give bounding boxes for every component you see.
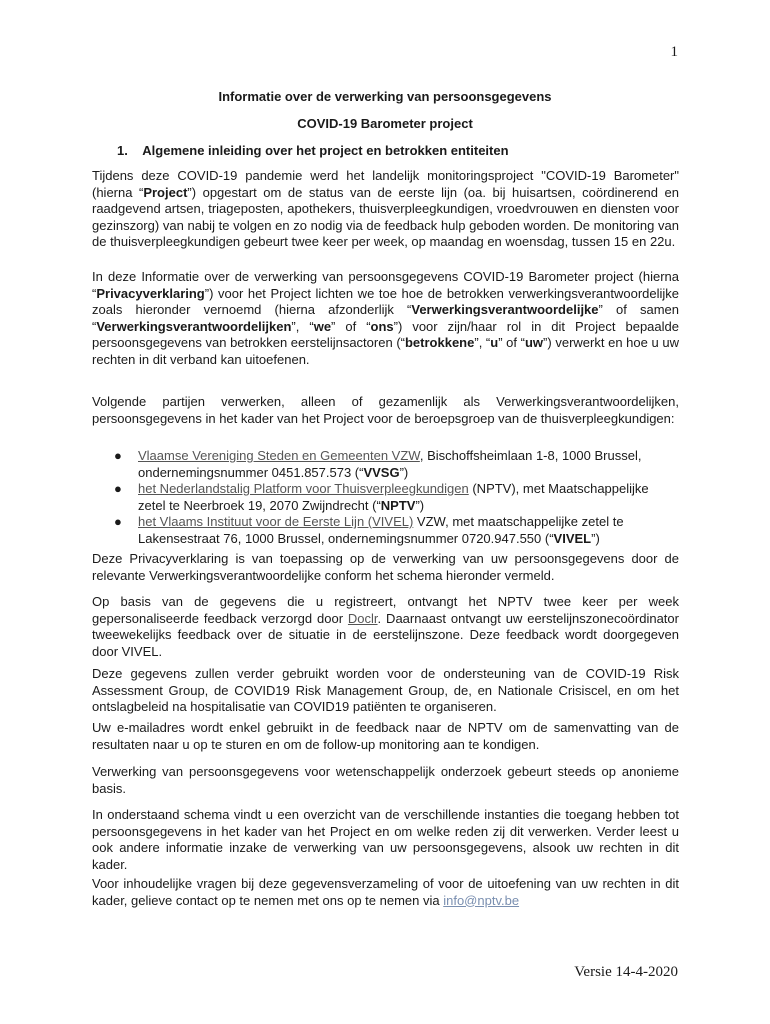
text: ” of samen “ (92, 302, 679, 334)
bold-term: VIVEL (553, 530, 592, 546)
party-link-vivel[interactable]: het Vlaams Instituut voor de Eerste Lijn (VIVEL) (138, 514, 414, 529)
text: In deze Informatie over de verwerking van persoonsgegevens COVID-19 Barometer project (hierna “ (92, 269, 679, 301)
paragraph-schema: In onderstaand schema vindt u een overzicht van de verschillende instanties die toegang hebben tot persoonsgegevens in het kader van het Project en om welke reden zij dit verwerken. Verder leest u ook andere informatie inzake de verwerking van uw persoonsgegevens, alsook uw rechten in dit kader. (92, 807, 679, 872)
bold-term: Verwerkingsverantwoordelijken (96, 318, 292, 334)
text: ”) voor het Project lichten we toe hoe de betrokken verwerkingsverantwoordelijke zoals hieronder vernoemd (hierna afzonderlijk “ (92, 285, 679, 317)
text: ” of “ (498, 335, 525, 350)
bold-term: Verwerkingsverantwoordelijke (411, 302, 599, 317)
bold-term: u (490, 335, 499, 350)
text: ”) (591, 530, 600, 546)
page-number: 1 (670, 44, 678, 60)
text: Tijdens deze COVID-19 pandemie werd het landelijk monitoringsproject "COVID-19 Barometer" (hierna “ (92, 168, 679, 200)
text: ”, “ (474, 335, 491, 350)
document-title: Informatie over de verwerking van persoonsgegevens (218, 89, 552, 104)
text: VZW, met maatschappelijke zetel te Lakensestraat 76, 1000 Brussel, ondernemingsnummer 0720.947.550 (“ (138, 514, 624, 546)
paragraph-further-use: Deze gegevens zullen verder gebruikt worden voor de ondersteuning van de COVID-19 Risk Assessment Group, de COVID19 Risk Management Group, de, en Nationale Crisiscel, en om het ontslagbeleid na hospitalisatie van COVID19 patiënten te organiseren. (92, 666, 679, 714)
section-number: 1. (117, 143, 128, 158)
paragraph-feedback (92, 594, 679, 660)
list-item (92, 481, 679, 514)
section-heading (117, 143, 509, 158)
bold-term: uw (524, 335, 544, 350)
bold-term: VVSG (363, 464, 400, 480)
bullet-icon: ● (114, 481, 122, 496)
paragraph-contact (92, 876, 679, 909)
parties-list (92, 448, 679, 547)
text: Voor inhoudelijke vragen bij deze gegevensverzameling of voor de uitoefening van uw rechten in dit kader, gelieve contact op te nemen met ons op te nemen via (92, 876, 679, 908)
paragraph-research: Verwerking van persoonsgegevens voor wetenschappelijk onderzoek gebeurt steeds op anonieme basis. (92, 764, 679, 796)
text: Op basis van de gegevens die u registreert, ontvangt het NPTV twee keer per week gepersonaliseerde feedback verzorgd door (92, 594, 679, 626)
text: ”) verwerkt en hoe u uw rechten in dit verband kan uitoefenen. (92, 335, 679, 367)
party-link-nptv[interactable]: het Nederlandstalig Platform voor Thuisverpleegkundigen (138, 481, 469, 496)
bold-term: betrokkene (404, 335, 475, 350)
bold-term: Privacyverklaring (96, 285, 205, 301)
bold-term: NPTV (380, 497, 416, 513)
text: ”, “ (291, 318, 314, 334)
list-item (92, 514, 679, 547)
bullet-icon: ● (114, 514, 122, 529)
text: , Bischoffsheimlaan 1-8, 1000 Brussel, ondernemingsnummer 0451.857.573 (“ (138, 448, 642, 480)
paragraph-parties: Volgende partijen verwerken, alleen of gezamenlijk als Verwerkingsverantwoordelijken, persoonsgegevens in het kader van het Project voor de beroepsgroep van de thuisverpleegkundigen: (92, 394, 679, 426)
paragraph-privacy-statement (92, 269, 679, 368)
text: ”) (399, 464, 409, 480)
bullet-icon: ● (114, 448, 122, 463)
text: (NPTV), met Maatschappelijke zetel te Neerbroek 19, 2070 Zwijndrecht (“ (138, 481, 649, 513)
bold-term: ons (370, 318, 394, 334)
document-subtitle: COVID-19 Barometer project (297, 116, 473, 131)
doclr-link[interactable]: Doclr (347, 610, 378, 626)
bold-term: we (313, 318, 332, 334)
email-link[interactable]: info@nptv.be (443, 892, 520, 908)
text: ”) opgestart om de status van de eerste lijn (oa. bij huisartsen, coördinerend en raadgevend artsen, triageposten, apothekers, thuisverpleegkundigen, vroedvrouwen en diensten voor gezinszorg) van nabij te volgen en zo nodig via de feedback hulp geboden worden. De monitoring van de thuisverpleegkundigen gebeurt twee keer per week, op maandag en woensdag, tussen 15 en 22u. (92, 184, 679, 249)
section-title: Algemene inleiding over het project en betrokken entiteiten (142, 143, 509, 158)
paragraph-email: Uw e-mailadres wordt enkel gebruikt in de feedback naar de NPTV om de samenvatting van de resultaten naar u op te sturen en om de follow-up monitoring aan te kondigen. (92, 720, 679, 752)
paragraph-scope: Deze Privacyverklaring is van toepassing op de verwerking van uw persoonsgegevens door de relevante Verwerkingsverantwoordelijke conform het schema hieronder vermeld. (92, 551, 679, 583)
paragraph-intro (92, 168, 679, 251)
text: . Daarnaast ontvangt uw eerstelijnszonecoördinator tweewekelijks feedback over de situatie in de eerstelijnszone. Deze feedback wordt doorgegeven door VIVEL. (92, 610, 679, 659)
party-link-vvsg[interactable]: Vlaamse Vereniging Steden en Gemeenten VZW (138, 448, 420, 463)
text: ”) (415, 497, 425, 513)
text: ” of “ (331, 318, 371, 334)
version-footer: Versie 14-4-2020 (574, 964, 678, 980)
list-item (92, 448, 679, 481)
bold-term: Project (143, 184, 188, 200)
text: ”) voor zijn/haar rol in dit Project bepaalde persoonsgegevens van betrokken eerstelijnsactoren (“ (92, 318, 679, 350)
